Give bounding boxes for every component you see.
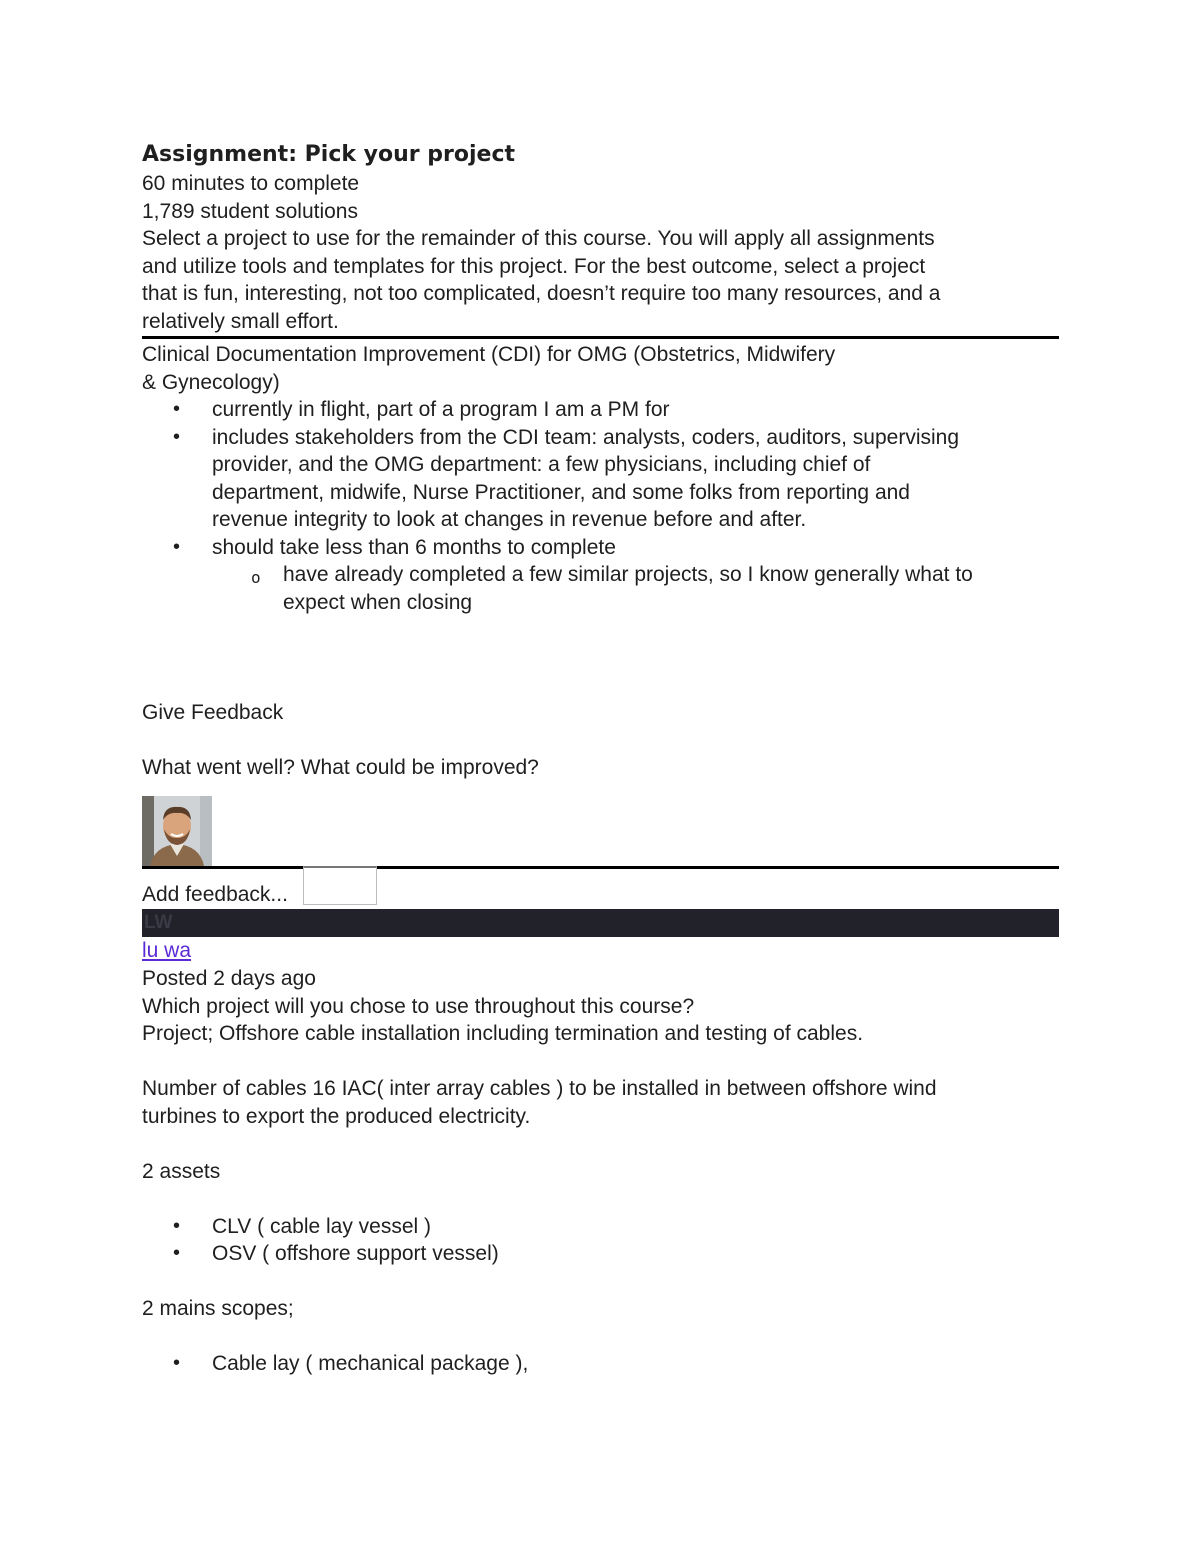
list-item-text: CLV ( cable lay vessel ) [212,1214,432,1238]
comment-question: Which project will you chose to use throughout this course? [142,994,695,1018]
assets-title: 2 assets [142,1159,221,1183]
posted-time: Posted 2 days ago [142,967,316,990]
document-page [142,140,1059,1378]
list-item [142,1240,1059,1268]
list-item-text: Cable lay ( mechanical package ), [212,1352,529,1375]
solutions-count: 1,789 student solutions [142,199,358,223]
list-item-text: • includes stakeholders from the CDI team: analysts, coders, auditors, supervising [212,425,960,449]
comment-project: Project; Offshore cable installation including termination and testing of cables. [142,1022,864,1045]
instructions-line: relatively small effort. [142,309,339,333]
instructions-line: and utilize tools and templates for this project. For the best outcome, select a project [142,254,926,278]
list-item-text: OSV ( offshore support vessel) [212,1242,499,1265]
list-item [142,396,1059,424]
scopes-title: 2 mains scopes; [142,1297,294,1320]
feedback-input[interactable] [303,866,377,905]
project-bullet-list [142,396,1059,616]
instructions-line: that is fun, interesting, not too complicated, doesn’t require too many resources, and a [142,282,941,305]
project-heading-line: & Gynecology) [142,370,280,394]
sub-list-item-text: expect when closing [283,590,473,614]
sub-list-item-text: o have already completed a few similar projects, so I know generally what to [283,563,973,586]
list-item-text: currently in flight, part of a program I am a PM for [212,398,670,421]
assignment-title: Assignment: Pick your project [142,142,516,167]
feedback-input-placeholder[interactable]: Add feedback... [142,883,288,906]
list-item-text: revenue integrity to look at changes in revenue before and after. [212,508,807,531]
list-item [142,1213,1059,1241]
feedback-title: Give Feedback [142,700,284,724]
cables-line: turbines to export the produced electricity. [142,1104,531,1128]
author-link[interactable]: lu wa [142,939,192,962]
feedback-prompt: What went well? What could be improved? [142,755,539,779]
list-item-text: provider, and the OMG department: a few physicians, including chief of [212,453,871,476]
list-item-text: department, midwife, Nurse Practitioner, and some folks from reporting and [212,480,910,504]
assets-list [142,1213,1059,1268]
scopes-list [142,1350,1059,1378]
avatar [142,796,212,866]
duration-text: 60 minutes to complete [142,172,360,195]
project-heading-line: Clinical Documentation Improvement (CDI) for OMG (Obstetrics, Midwifery [142,343,836,366]
divider [142,336,1059,339]
user-initials-badge: LW [142,909,1059,937]
list-item-text: should take less than 6 months to complete [212,535,616,559]
sub-list-item [142,561,1059,616]
list-item [142,1350,1059,1378]
list-item [142,534,1059,562]
list-item [142,424,1059,534]
feedback-input-row [142,866,1059,909]
instructions-line: Select a project to use for the remainder of this course. You will apply all assignments [142,227,935,250]
cables-line: Number of cables 16 IAC( inter array cables ) to be installed in between offshore wind [142,1077,937,1100]
